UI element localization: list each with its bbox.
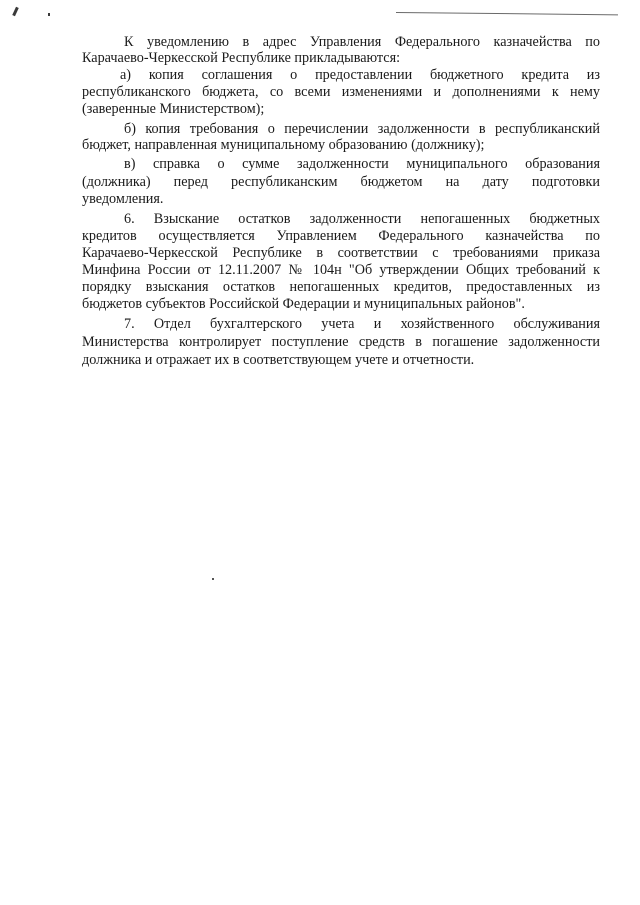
paragraph-b-line-1: б) копия требования о перечислении задолженности в республиканский [124, 121, 600, 137]
paragraph-6-line-6: бюджетов субъектов Российской Федерации и муниципальных районов". [82, 296, 525, 312]
paragraph-intro-line-1: К уведомлению в адрес Управления Федерального казначейства по [124, 34, 600, 50]
paragraph-7-line-2: Министерства контролирует поступление средств в погашение задолженности [82, 334, 600, 350]
paragraph-b-line-2: бюджет, направленная муниципальному образованию (должнику); [82, 137, 485, 153]
paragraph-a-line-2: республиканского бюджета, со всеми изменениями и дополнениями к нему [82, 84, 600, 100]
paragraph-a-line-3: (заверенные Министерством); [82, 101, 265, 117]
paragraph-7-line-1: 7. Отдел бухгалтерского учета и хозяйственного обслуживания [124, 316, 600, 332]
paragraph-6-line-3: Карачаево-Черкесской Республике в соответствии с требованиями приказа [82, 245, 600, 261]
paragraph-v-line-3: уведомления. [82, 191, 164, 207]
paragraph-6-line-5: порядку взыскания остатков непогашенных кредитов, предоставленных из [82, 279, 600, 295]
paragraph-6-line-1: 6. Взыскание остатков задолженности непогашенных бюджетных [124, 211, 600, 227]
paragraph-7-line-3: должника и отражает их в соответствующем учете и отчетности. [82, 352, 475, 368]
paragraph-a-line-1: а) копия соглашения о предоставлении бюджетного кредита из [120, 67, 600, 83]
top-rule-line [396, 12, 618, 15]
scan-mark [212, 578, 214, 580]
paragraph-intro-line-2: Карачаево-Черкесской Республике прикладываются: [82, 50, 401, 66]
scan-mark [48, 13, 50, 16]
paragraph-v-line-1: в) справка о сумме задолженности муниципального образования [124, 156, 600, 172]
paragraph-6-line-2: кредитов осуществляется Управлением Федерального казначейства по [82, 228, 600, 244]
scan-mark [12, 7, 19, 16]
paragraph-6-line-4: Минфина России от 12.11.2007 № 104н "Об утверждении Общих требований к [82, 262, 600, 278]
paragraph-v-line-2: (должника) перед республиканским бюджетом на дату подготовки [82, 174, 600, 190]
